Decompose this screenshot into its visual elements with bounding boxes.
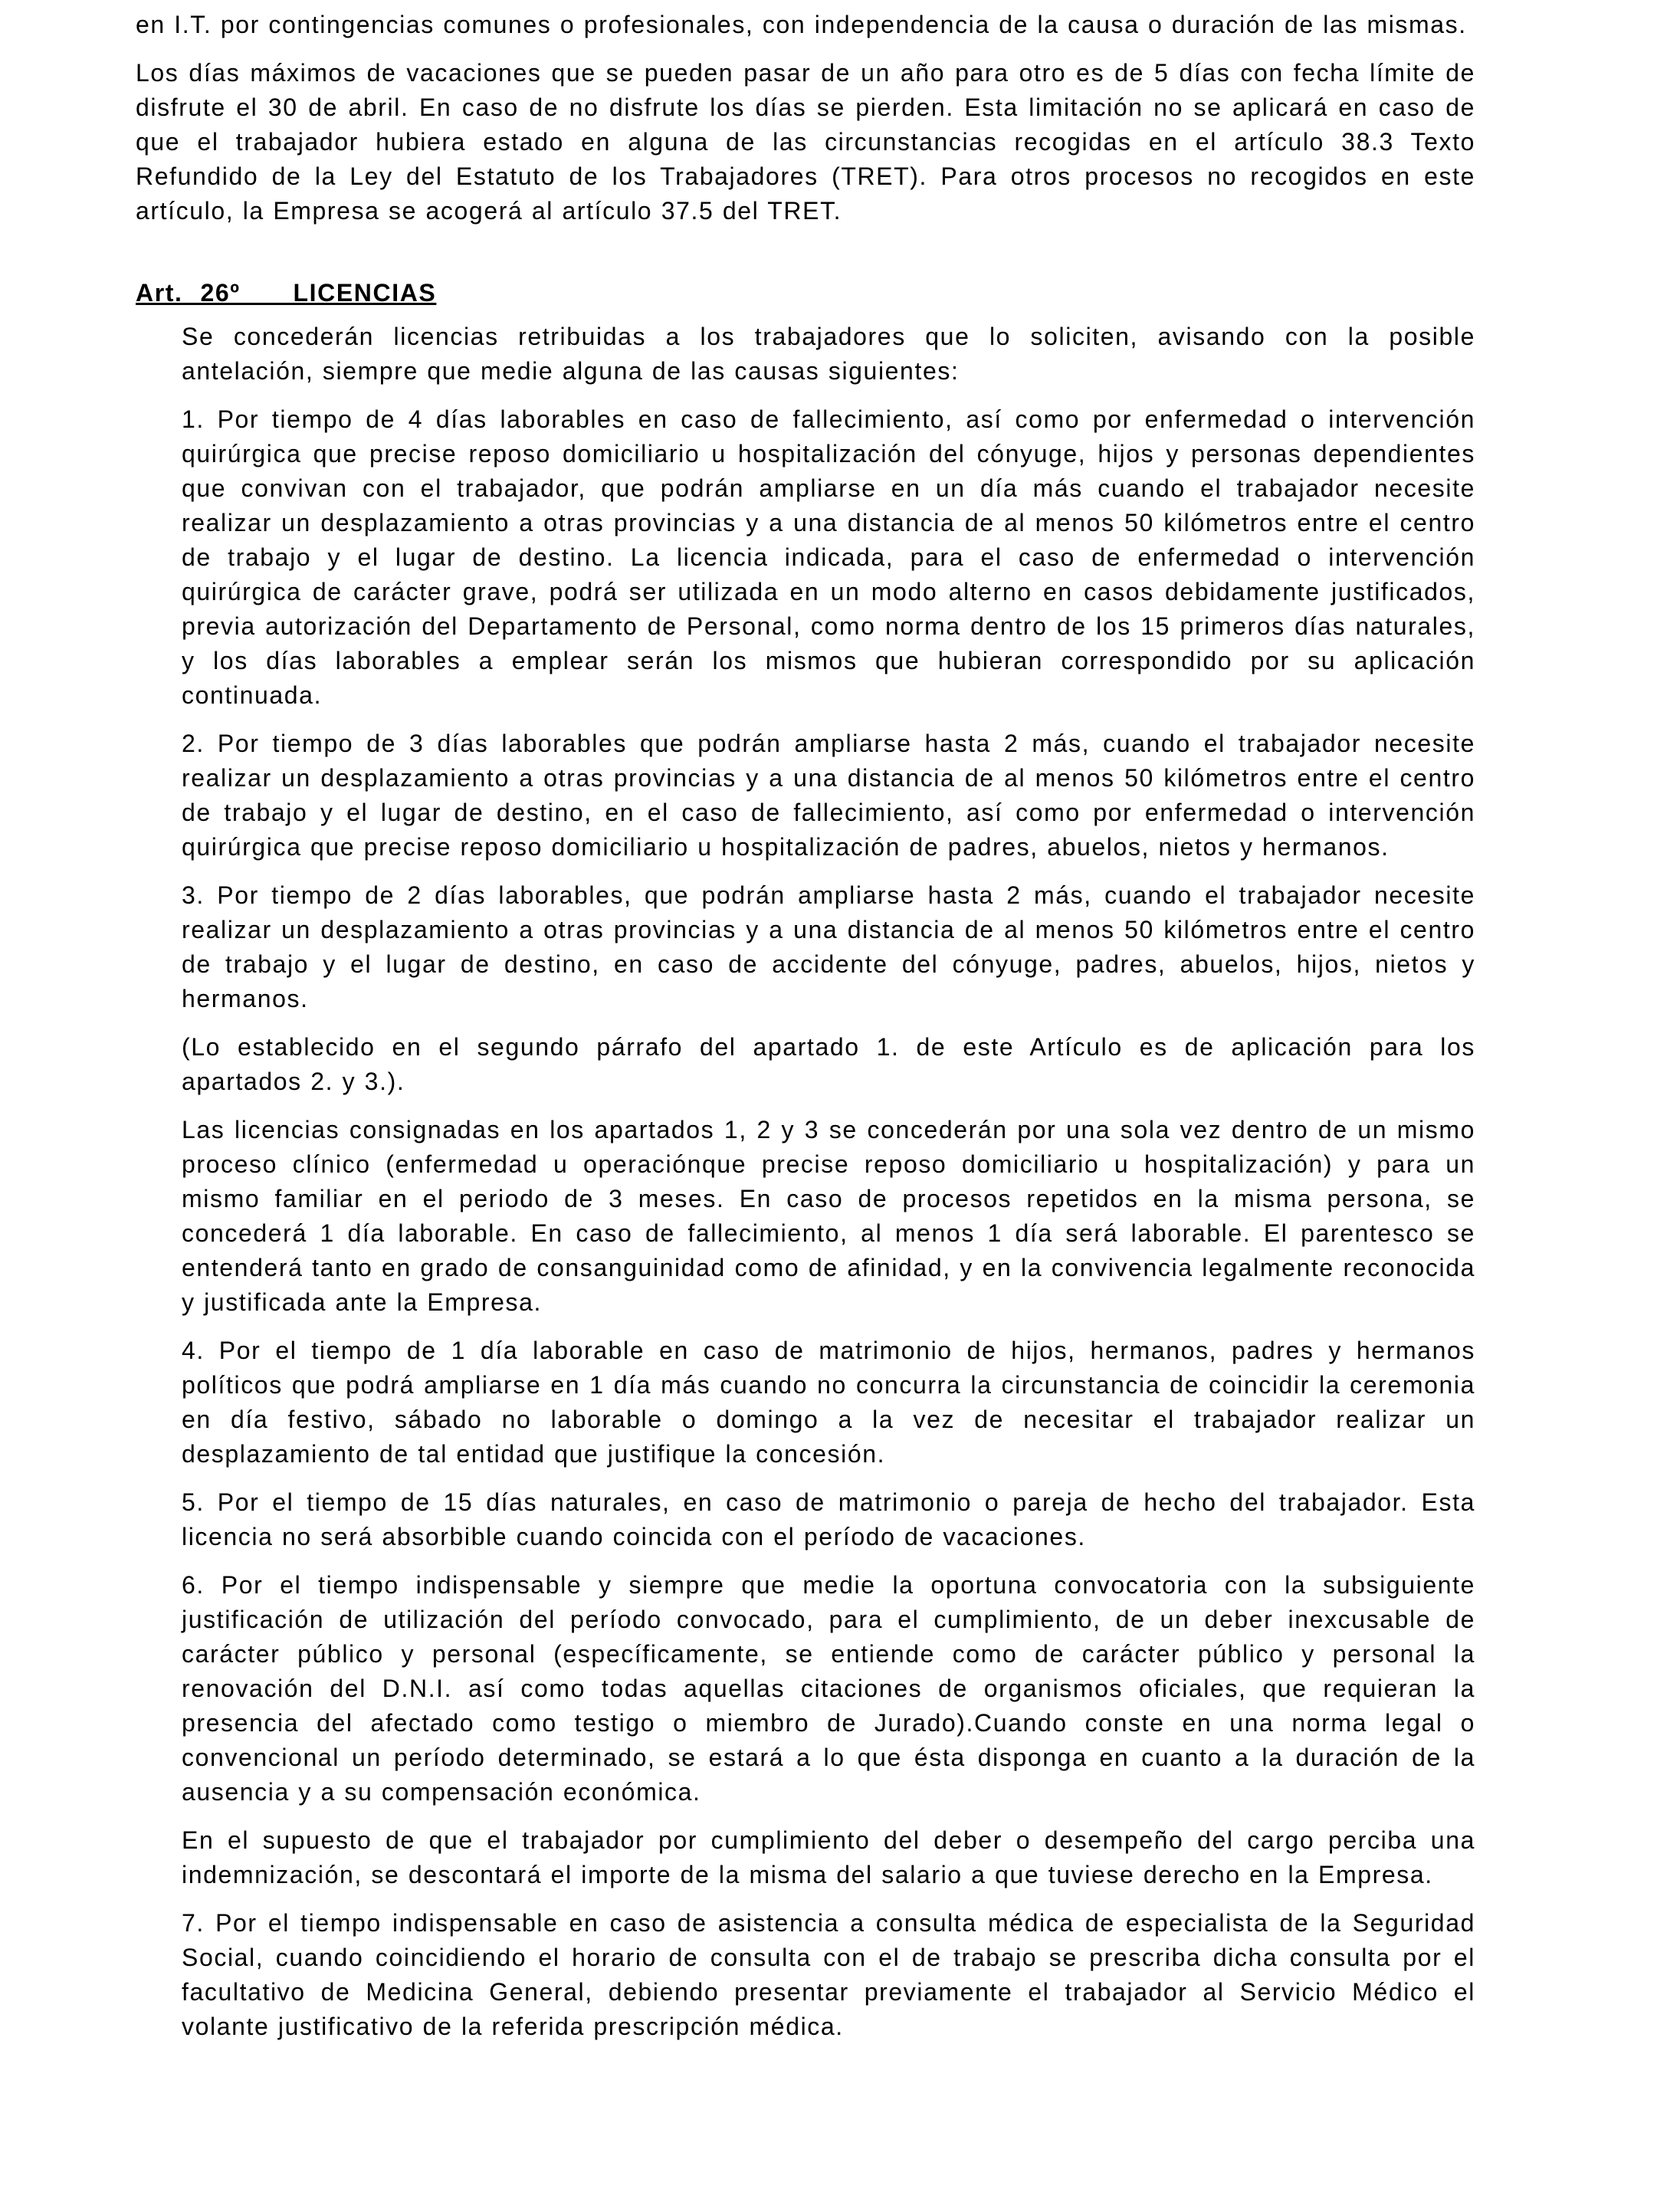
consigned-licences-paragraph: Las licencias consignadas en los apartados 1, 2 y 3 se concederán por una sola vez dentro de un mismo proceso clínico (enfermedad u operaciónque precise reposo domiciliario u hospitalización) y para un mismo familiar en el periodo de 3 meses. En caso de procesos repetidos en la misma persona, se concederá 1 día laborable. En caso de fallecimiento, al menos 1 día será laborable. El parentesco se entenderá tanto en grado de consanguinidad como de afinidad, y en la convivencia legalmente reconocida y justificada ante la Empresa. <box>182 1116 1475 1316</box>
licencias-item-6: 6. Por el tiempo indispensable y siempre que medie la oportuna convocatoria con la subsiguiente justificación de utilización del período convocado, para el cumplimiento, de un deber inexcusable de carácter público y personal (específicamente, se entiende como de carácter público y personal la renovación del D.N.I. así como todas aquellas citaciones de organismos oficiales, que requieran la presencia del afectado como testigo o miembro de Jurado).Cuando conste en una norma legal o convencional un período determinado, se estará a lo que ésta disponga en cuanto a la duración de la ausencia y a su compensación económica. <box>182 1571 1475 1806</box>
article-26-heading <box>136 276 1475 310</box>
parenthetical-paragraph: (Lo establecido en el segundo párrafo del apartado 1. de este Artículo es de aplicación para los apartados 2. y 3.). <box>182 1033 1475 1095</box>
intro-paragraph: Se concederán licencias retribuidas a los trabajadores que lo soliciten, avisando con la posible antelación, siempre que medie alguna de las causas siguientes: <box>182 323 1475 385</box>
article-26-heading-text: Art. 26º LICENCIAS <box>136 279 437 307</box>
vacation-days-paragraph: Los días máximos de vacaciones que se pueden pasar de un año para otro es de 5 días con fecha límite de disfrute el 30 de abril. En caso de no disfrute los días se pierden. Esta limitación no se aplicará en caso de que el trabajador hubiera estado en alguna de las circunstancias recogidas en el artículo 38.3 Texto Refundido de la Ley del Estatuto de los Trabajadores (TRET). Para otros procesos no recogidos en este artículo, la Empresa se acogerá al artículo 37.5 del TRET. <box>136 59 1475 225</box>
continuation-paragraph: en I.T. por contingencias comunes o profesionales, con independencia de la causa o duración de las mismas. <box>136 11 1467 38</box>
licencias-item-5: 5. Por el tiempo de 15 días naturales, en caso de matrimonio o pareja de hecho del trabajador. Esta licencia no será absorbible cuando coincida con el período de vacaciones. <box>182 1488 1475 1550</box>
indemnity-paragraph: En el supuesto de que el trabajador por cumplimiento del deber o desempeño del cargo perciba una indemnización, se descontará el importe de la misma del salario a que tuviese derecho en la Empresa. <box>182 1826 1475 1888</box>
licencias-item-4: 4. Por el tiempo de 1 día laborable en caso de matrimonio de hijos, hermanos, padres y hermanos políticos que podrá ampliarse en 1 día más cuando no concurra la circunstancia de coincidir la ceremonia en día festivo, sábado no laborable o domingo a la vez de necesitar el trabajador realizar un desplazamiento de tal entidad que justifique la concesión. <box>182 1337 1475 1468</box>
licencias-item-7: 7. Por el tiempo indispensable en caso de asistencia a consulta médica de especialista de la Seguridad Social, cuando coincidiendo el horario de consulta con el de trabajo se prescriba dicha consulta por el facultativo de Medicina General, debiendo presentar previamente el trabajador al Servicio Médico el volante justificativo de la referida prescripción médica. <box>182 1909 1475 2040</box>
licencias-item-3: 3. Por tiempo de 2 días laborables, que podrán ampliarse hasta 2 más, cuando el trabajador necesite realizar un desplazamiento a otras provincias y a una distancia de al menos 50 kilómetros entre el centro de trabajo y el lugar de destino, en caso de accidente del cónyuge, padres, abuelos, hijos, nietos y hermanos. <box>182 881 1475 1012</box>
licencias-item-1: 1. Por tiempo de 4 días laborables en caso de fallecimiento, así como por enfermedad o intervención quirúrgica que precise reposo domiciliario u hospitalización del cónyuge, hijos y personas dependientes que convivan con el trabajador, que podrán ampliarse en un día más cuando el trabajador necesite realizar un desplazamiento a otras provincias y a una distancia de al menos 50 kilómetros entre el centro de trabajo y el lugar de destino. La licencia indicada, para el caso de enfermedad o intervención quirúrgica de carácter grave, podrá ser utilizada en un modo alterno en casos debidamente justificados, previa autorización del Departamento de Personal, como norma dentro de los 15 primeros días naturales, y los días laborables a emplear serán los mismos que hubieran correspondido por su aplicación continuada. <box>182 405 1475 709</box>
licencias-item-2: 2. Por tiempo de 3 días laborables que podrán ampliarse hasta 2 más, cuando el trabajador necesite realizar un desplazamiento a otras provincias y a una distancia de al menos 50 kilómetros entre el centro de trabajo y el lugar de destino, en el caso de fallecimiento, así como por enfermedad o intervención quirúrgica que precise reposo domiciliario u hospitalización de padres, abuelos, nietos y hermanos. <box>182 730 1475 861</box>
